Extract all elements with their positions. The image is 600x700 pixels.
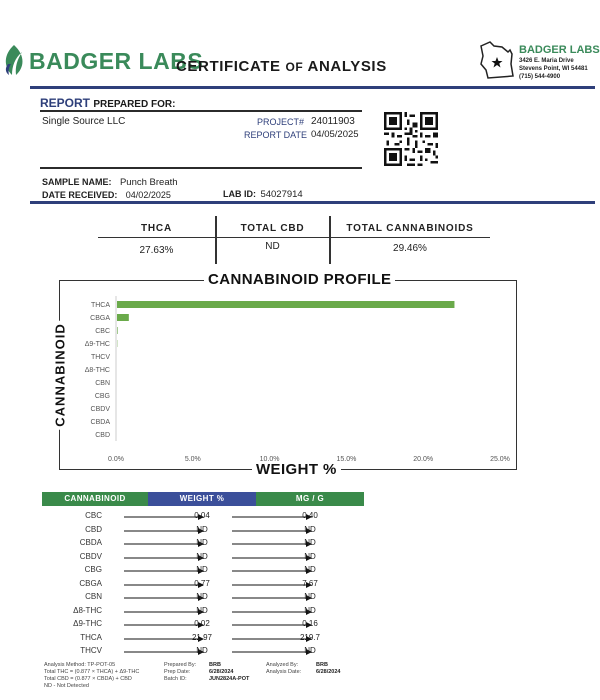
- analysis-method: Analysis Method: TP-POT-05: [44, 662, 116, 668]
- table-row: [42, 565, 364, 577]
- logo-text: BADGER LABS: [29, 48, 204, 74]
- badger-labs-logo: [2, 44, 204, 78]
- summary-table: [98, 216, 490, 264]
- chart-category-label: CBGA: [90, 315, 110, 322]
- table-row: [42, 579, 364, 591]
- chart-bar: [117, 327, 118, 334]
- row-mg-per-g: ND: [304, 592, 316, 601]
- chart-title: CANNABINOID PROFILE: [204, 271, 395, 288]
- row-cannabinoid: THCA: [80, 632, 102, 642]
- sample-topline: [40, 167, 362, 169]
- row-cannabinoid: CBC: [85, 511, 102, 520]
- row-mg-per-g: 0.40: [302, 511, 318, 520]
- nd-legend: ND - Not Detected: [44, 683, 89, 689]
- summary-label-total-cbd: TOTAL CBD: [240, 223, 305, 234]
- results-table: [42, 492, 364, 660]
- row-cannabinoid: CBD: [85, 524, 102, 534]
- row-mg-per-g: 0.16: [302, 619, 318, 628]
- total-thc-formula: Total THC = (0.877 × THCA) + Δ9-THC: [44, 669, 140, 675]
- chart-category-label: CBDA: [90, 419, 110, 426]
- date-received-value: 04/02/2025: [125, 190, 171, 200]
- table-header-weight: WEIGHT %: [148, 492, 256, 506]
- cannabinoid-profile-chart: [70, 288, 510, 468]
- title-of: OF: [285, 60, 304, 74]
- sample-name-label: SAMPLE NAME:: [42, 177, 112, 187]
- chart-category-label: CBN: [95, 380, 110, 387]
- row-cannabinoid: CBG: [84, 565, 102, 574]
- row-mg-per-g: 7.67: [302, 578, 318, 588]
- chart-xlabel: WEIGHT %: [252, 461, 341, 478]
- summary-label-total-cannabinoids: TOTAL CANNABINOIDS: [346, 223, 474, 234]
- row-cannabinoid: THCV: [80, 646, 102, 655]
- summary-value-total-cbd: ND: [265, 241, 280, 252]
- footer-method-block: [44, 662, 164, 690]
- title-certificate: CERTIFICATE: [176, 58, 281, 75]
- row-weight: ND: [196, 551, 208, 561]
- prepared-by-value: BRB: [209, 662, 221, 668]
- chart-category-label: CBDV: [90, 406, 110, 413]
- row-weight: ND: [196, 565, 208, 574]
- lab-id-row: [223, 184, 303, 202]
- lab-id-label: LAB ID:: [223, 189, 256, 199]
- prep-date-value: 6/28/2024: [209, 669, 234, 675]
- table-header-cannabinoid: CANNABINOID: [42, 492, 148, 506]
- summary-value-thca: 27.63%: [139, 245, 174, 256]
- analyzed-by-value: BRB: [316, 662, 328, 668]
- chart-ylabel: CANNABINOID: [53, 320, 68, 429]
- row-cannabinoid: Δ8-THC: [73, 605, 102, 615]
- row-weight: ND: [196, 592, 208, 601]
- right-logo-name: BADGER LABS: [519, 44, 600, 56]
- table-row: [42, 538, 364, 550]
- row-cannabinoid: CBN: [85, 592, 102, 601]
- row-cannabinoid: CBDA: [79, 538, 102, 547]
- chart-category-label: THCV: [90, 354, 110, 361]
- chart-tick-label: 15.0%: [336, 456, 357, 463]
- document-title: [176, 58, 387, 75]
- row-mg-per-g: ND: [304, 538, 316, 547]
- chart-tick-label: 0.0%: [108, 456, 124, 463]
- chart-tick-label: 10.0%: [259, 456, 280, 463]
- prepared-for-label: PREPARED FOR:: [93, 99, 176, 110]
- report-heading: [40, 96, 175, 110]
- address-line-1: 3426 E. Maria Drive: [519, 58, 574, 64]
- row-weight: ND: [196, 605, 208, 615]
- lab-id-value: 54027914: [260, 189, 303, 200]
- table-row: [42, 606, 364, 618]
- report-date-value: 04/05/2025: [311, 129, 359, 140]
- row-weight: 0.02: [194, 619, 210, 628]
- chart-category-label: Δ8-THC: [84, 367, 110, 374]
- row-weight: 0.04: [194, 511, 210, 520]
- row-cannabinoid: Δ9-THC: [73, 619, 102, 628]
- row-weight: ND: [196, 538, 208, 547]
- summary-value-total-cannabinoids: 29.46%: [393, 243, 427, 254]
- row-mg-per-g: ND: [304, 646, 316, 655]
- client-name: Single Source LLC: [42, 116, 126, 127]
- chart-category-label: THCA: [90, 302, 110, 309]
- chart-category-label: Δ9-THC: [84, 341, 110, 348]
- address-line-2: Stevens Point, WI 54481: [519, 66, 588, 72]
- prep-date-label: Prep Date:: [164, 669, 191, 675]
- row-mg-per-g: ND: [304, 551, 316, 561]
- date-received-label: DATE RECEIVED:: [42, 190, 118, 200]
- title-analysis: ANALYSIS: [307, 58, 387, 75]
- report-label: REPORT: [40, 96, 91, 110]
- analysis-date-label: Analysis Date:: [266, 669, 302, 675]
- footer-analysis-block: [266, 662, 366, 676]
- row-mg-per-g: ND: [304, 565, 316, 574]
- prepared-by-label: Prepared By:: [164, 662, 197, 668]
- chart-tick-label: 5.0%: [184, 456, 201, 463]
- report-date-label: REPORT DATE: [244, 130, 308, 140]
- sample-divider: [30, 201, 595, 204]
- summary-label-thca: THCA: [141, 223, 172, 234]
- wisconsin-map-icon: [478, 40, 516, 80]
- chart-tick-label: 20.0%: [413, 456, 434, 463]
- row-mg-per-g: ND: [304, 524, 316, 534]
- row-cannabinoid: CBGA: [79, 578, 102, 588]
- batch-id-value: JUN2824A-POT: [209, 676, 250, 682]
- table-row: [42, 592, 364, 604]
- table-row: [42, 633, 364, 645]
- chart-category-label: CBC: [95, 328, 110, 335]
- project-value: 24011903: [311, 116, 355, 127]
- qr-code-icon[interactable]: [384, 112, 438, 166]
- table-row: [42, 525, 364, 537]
- phone-number: (715) 544-4900: [519, 74, 561, 80]
- leaf-icon: [2, 44, 26, 76]
- row-mg-per-g: 219.7: [299, 632, 321, 642]
- project-label: PROJECT#: [257, 117, 305, 127]
- row-weight: ND: [196, 524, 208, 534]
- analysis-date-value: 6/28/2024: [316, 669, 341, 675]
- total-cbd-formula: Total CBD = (0.877 × CBDA) + CBD: [44, 676, 132, 682]
- chart-tick-label: 25.0%: [490, 456, 510, 463]
- row-weight: 21.97: [191, 632, 213, 642]
- batch-id-label: Batch ID:: [164, 676, 187, 682]
- table-row: [42, 511, 364, 523]
- row-cannabinoid: CBDV: [79, 551, 102, 561]
- sample-name-value: Punch Breath: [119, 177, 178, 188]
- table-row: [42, 552, 364, 564]
- table-row: [42, 646, 364, 658]
- lab-address-block: [478, 40, 598, 84]
- footer-prep-block: [164, 662, 264, 683]
- row-weight: 0.77: [194, 578, 210, 588]
- row-weight: ND: [196, 646, 208, 655]
- row-mg-per-g: ND: [304, 605, 316, 615]
- report-underline: [40, 110, 362, 112]
- chart-bar: [117, 314, 129, 321]
- analyzed-by-label: Analyzed By:: [266, 662, 299, 668]
- chart-bar: [117, 301, 454, 308]
- chart-category-label: CBD: [95, 432, 110, 439]
- header-divider: [30, 86, 595, 89]
- chart-category-label: CBG: [94, 393, 110, 400]
- table-header-mg-per-g: MG / G: [256, 492, 364, 506]
- table-row: [42, 619, 364, 631]
